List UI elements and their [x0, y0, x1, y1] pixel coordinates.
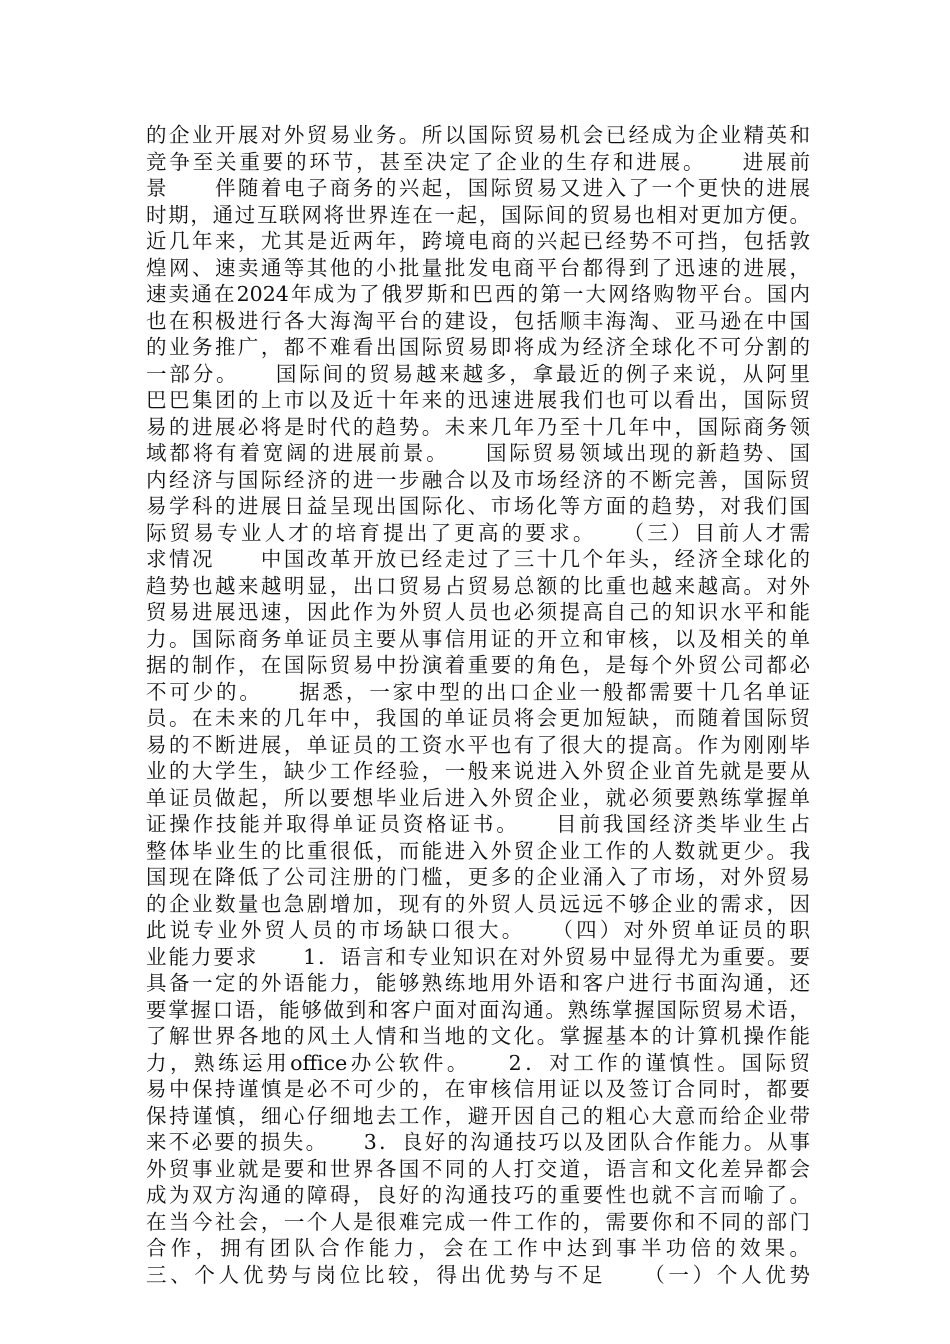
text-line: 单证员做起，所以要想毕业后进入外贸企业，就必须要熟练掌握单: [146, 785, 810, 810]
text-line: 景 伴随着电子商务的兴起，国际贸易又进入了一个更快的进展: [146, 176, 810, 200]
text-line: 求情况 中国改革开放已经走过了三十几个年头，经济全球化的: [146, 547, 810, 571]
text-line: 了解世界各地的风土人情和当地的文化。掌握基本的计算机操作能: [146, 1024, 810, 1048]
text-line: 近几年来，尤其是近两年，跨境电商的兴起已经势不可挡，包括敦: [146, 229, 810, 253]
text-line: 在当今社会，一个人是很难完成一件工作的，需要你和不同的部门: [146, 1209, 810, 1234]
text-line: 具备一定的外语能力，能够熟练地用外语和客户进行书面沟通，还: [146, 971, 810, 995]
text-line: 趋势也越来越明显，出口贸易占贸易总额的比重也越来越高。对外: [146, 573, 810, 598]
text-line: 域都将有着宽阔的进展前景。 国际贸易领域出现的新趋势、国: [146, 441, 810, 465]
text-line: 三、个人优势与岗位比较，得出优势与不足 （一）个人优势: [146, 1262, 810, 1287]
text-line: 整体毕业生的比重很低，而能进入外贸企业工作的人数就更少。我: [146, 838, 810, 863]
text-line: 国现在降低了公司注册的门槛，更多的企业涌入了市场，对外贸易: [146, 865, 810, 889]
text-line: 贸易进展迅速，因此作为外贸人员也必须提高自己的知识水平和能: [146, 600, 810, 624]
body-text: [146, 122, 810, 1288]
text-line: 成为双方沟通的障碍，良好的沟通技巧的重要性也就不言而喻了。: [146, 1183, 810, 1207]
text-line: 证操作技能并取得单证员资格证书。 目前我国经济类毕业生占: [146, 812, 810, 836]
text-line: 内经济与国际经济的进一步融合以及市场经济的不断完善，国际贸: [146, 467, 810, 492]
text-line: 据的制作，在国际贸易中扮演着重要的角色，是每个外贸公司都必: [146, 653, 810, 677]
text-line: 业的大学生，缺少工作经验，一般来说进入外贸企业首先就是要从: [146, 759, 810, 783]
text-line: 易的不断进展，单证员的工资水平也有了很大的提高。作为刚刚毕: [146, 732, 810, 757]
text-line: 一部分。 国际间的贸易越来越多，拿最近的例子来说，从阿里: [146, 361, 810, 386]
text-line: 也在积极进行各大海淘平台的建设，包括顺丰海淘、亚马逊在中国: [146, 308, 810, 333]
text-line: 力，熟练运用office办公软件。 2．对工作的谨慎性。国际贸: [146, 1050, 810, 1075]
text-line: 业能力要求 1．语言和专业知识在对外贸易中显得尤为重要。要: [146, 944, 810, 969]
text-line: 易学科的进展日益呈现出国际化、市场化等方面的趋势，对我们国: [146, 494, 810, 518]
text-line: 际贸易专业人才的培育提出了更高的要求。 （三）目前人才需: [146, 520, 810, 545]
text-line: 外贸事业就是要和世界各国不同的人打交道，语言和文化差异都会: [146, 1156, 810, 1181]
text-line: 的业务推广，都不难看出国际贸易即将成为经济全球化不可分割的: [146, 335, 810, 359]
text-line: 时期，通过互联网将世界连在一起，国际间的贸易也相对更加方便。: [146, 202, 810, 227]
text-line: 合作，拥有团队合作能力，会在工作中达到事半功倍的效果。: [146, 1236, 810, 1260]
text-line: 此说专业外贸人员的市场缺口很大。 （四）对外贸单证员的职: [146, 918, 810, 942]
text-line: 不可少的。 据悉，一家中型的出口企业一般都需要十几名单证: [146, 679, 810, 704]
text-line: 来不必要的损失。 3．良好的沟通技巧以及团队合作能力。从事: [146, 1130, 810, 1154]
text-line: 速卖通在2024年成为了俄罗斯和巴西的第一大网络购物平台。国内: [146, 282, 810, 306]
text-line: 煌网、速卖通等其他的小批量批发电商平台都得到了迅速的进展，: [146, 255, 810, 280]
text-line: 易的进展必将是时代的趋势。未来几年乃至十几年中，国际商务领: [146, 414, 810, 439]
text-line: 巴巴集团的上市以及近十年来的迅速进展我们也可以看出，国际贸: [146, 388, 810, 412]
text-line: 力。国际商务单证员主要从事信用证的开立和审核，以及相关的单: [146, 626, 810, 651]
text-line: 的企业数量也急剧增加，现有的外贸人员远远不够企业的需求，因: [146, 891, 810, 916]
text-line: 要掌握口语，能够做到和客户面对面沟通。熟练掌握国际贸易术语，: [146, 997, 810, 1022]
text-line: 易中保持谨慎是必不可少的，在审核信用证以及签订合同时，都要: [146, 1077, 810, 1101]
text-line: 的企业开展对外贸易业务。所以国际贸易机会已经成为企业精英和: [146, 123, 810, 147]
text-line: 竞争至关重要的环节，甚至决定了企业的生存和进展。 进展前: [146, 149, 810, 174]
text-line: 保持谨慎，细心仔细地去工作，避开因自己的粗心大意而给企业带: [146, 1103, 810, 1128]
text-line: 员。在未来的几年中，我国的单证员将会更加短缺，而随着国际贸: [146, 706, 810, 730]
